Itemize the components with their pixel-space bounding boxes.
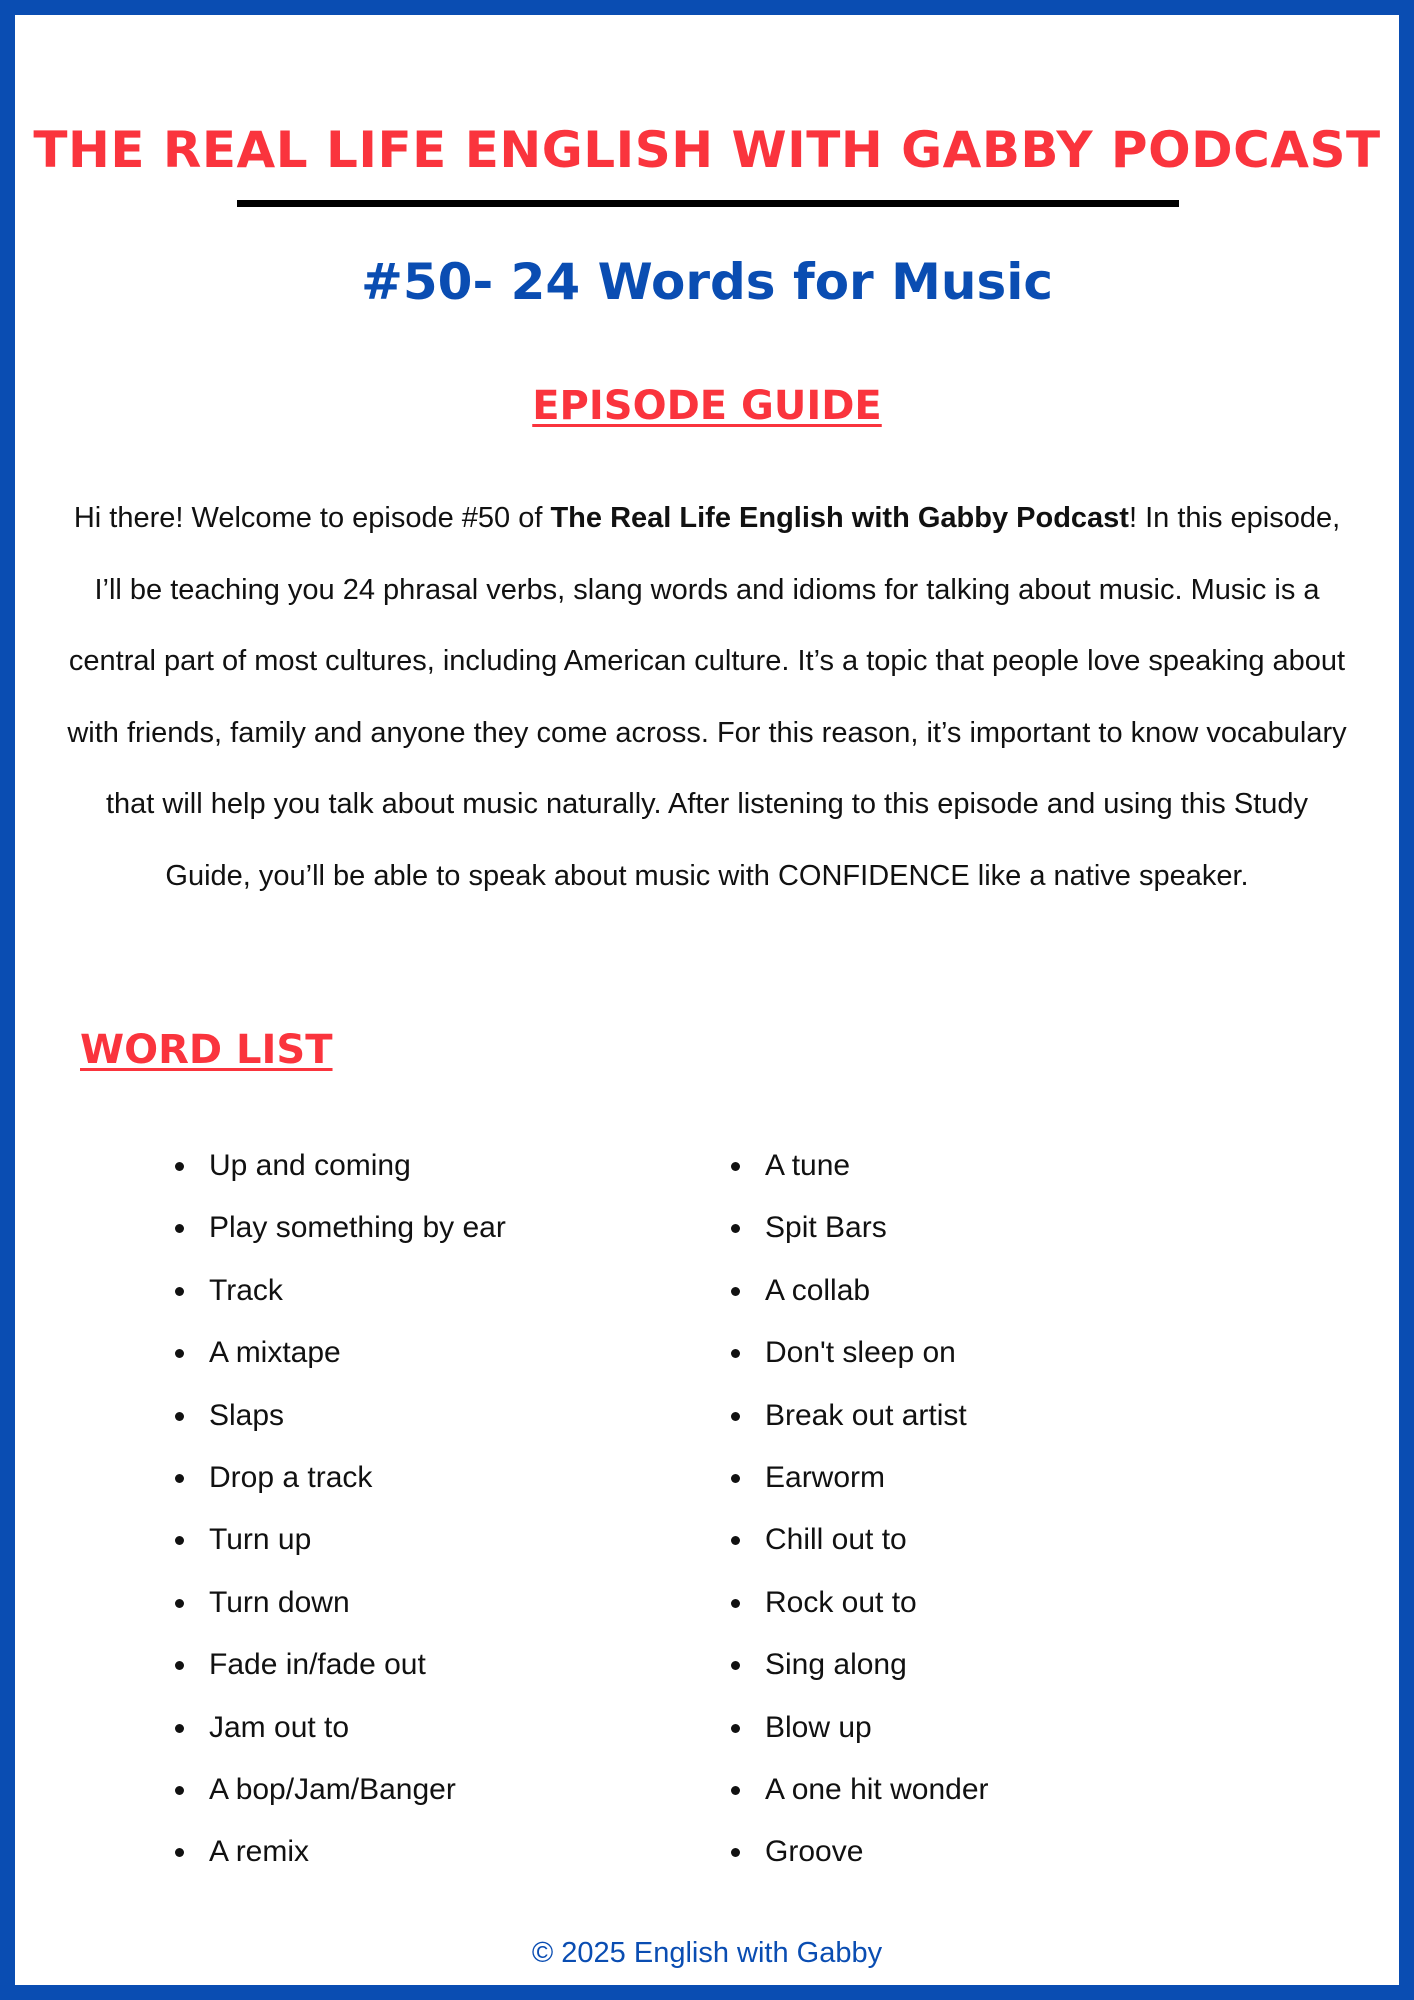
word-list-item: A bop/Jam/Banger [175, 1759, 506, 1821]
word-list-heading: WORD LIST [80, 1027, 333, 1073]
copyright-footer: © 2025 English with Gabby [531, 1937, 883, 1969]
word-list-item: Groove [731, 1821, 989, 1883]
word-list-item: Jam out to [175, 1697, 506, 1759]
word-list-item: Earworm [731, 1447, 989, 1509]
word-list-item: A one hit wonder [731, 1759, 989, 1821]
word-list-item: Blow up [731, 1697, 989, 1759]
word-list-item: A tune [731, 1135, 989, 1197]
word-list-item: Don't sleep on [731, 1322, 989, 1384]
word-list-item: Turn down [175, 1572, 506, 1634]
word-list-item: A collab [731, 1260, 989, 1322]
intro-text-start: Hi there! Welcome to episode #50 of [73, 502, 551, 534]
episode-title: #50- 24 Words for Music [360, 253, 1054, 311]
intro-podcast-name: The Real Life English with Gabby Podcast [550, 502, 1129, 534]
podcast-title: THE REAL LIFE ENGLISH WITH GABBY PODCAST [33, 121, 1381, 179]
word-list-item: Sing along [731, 1634, 989, 1696]
word-list-column-1 [175, 1135, 506, 1884]
intro-text-end: ! In this episode, I’ll be teaching you 24 phrasal verbs, slang words and idioms for talking about music. Music is a central part of most cultures, including American culture. It’s a topic that people love speaking about with friends, family and anyone they come across. For this reason, it’s important to know vocabulary that will help you talk about music naturally. After listening to this episode and using this Study Guide, you’ll be able to speak about music with CONFIDENCE like a native speaker. [67, 502, 1347, 892]
word-list-item: Break out artist [731, 1385, 989, 1447]
word-list-item: Slaps [175, 1385, 506, 1447]
word-list-item: A remix [175, 1821, 506, 1883]
word-list-item: Rock out to [731, 1572, 989, 1634]
word-list-item: Fade in/fade out [175, 1634, 506, 1696]
word-list-item: Track [175, 1260, 506, 1322]
word-list-item: Chill out to [731, 1509, 989, 1571]
word-list-item: Turn up [175, 1509, 506, 1571]
episode-guide-heading: EPISODE GUIDE [532, 383, 882, 429]
word-list-item: A mixtape [175, 1322, 506, 1384]
word-list-column-2 [731, 1135, 989, 1884]
episode-intro-paragraph [65, 483, 1349, 912]
title-divider [237, 200, 1179, 207]
word-list-item: Spit Bars [731, 1197, 989, 1259]
word-list-item: Up and coming [175, 1135, 506, 1197]
word-list-item: Play something by ear [175, 1197, 506, 1259]
word-list-item: Drop a track [175, 1447, 506, 1509]
